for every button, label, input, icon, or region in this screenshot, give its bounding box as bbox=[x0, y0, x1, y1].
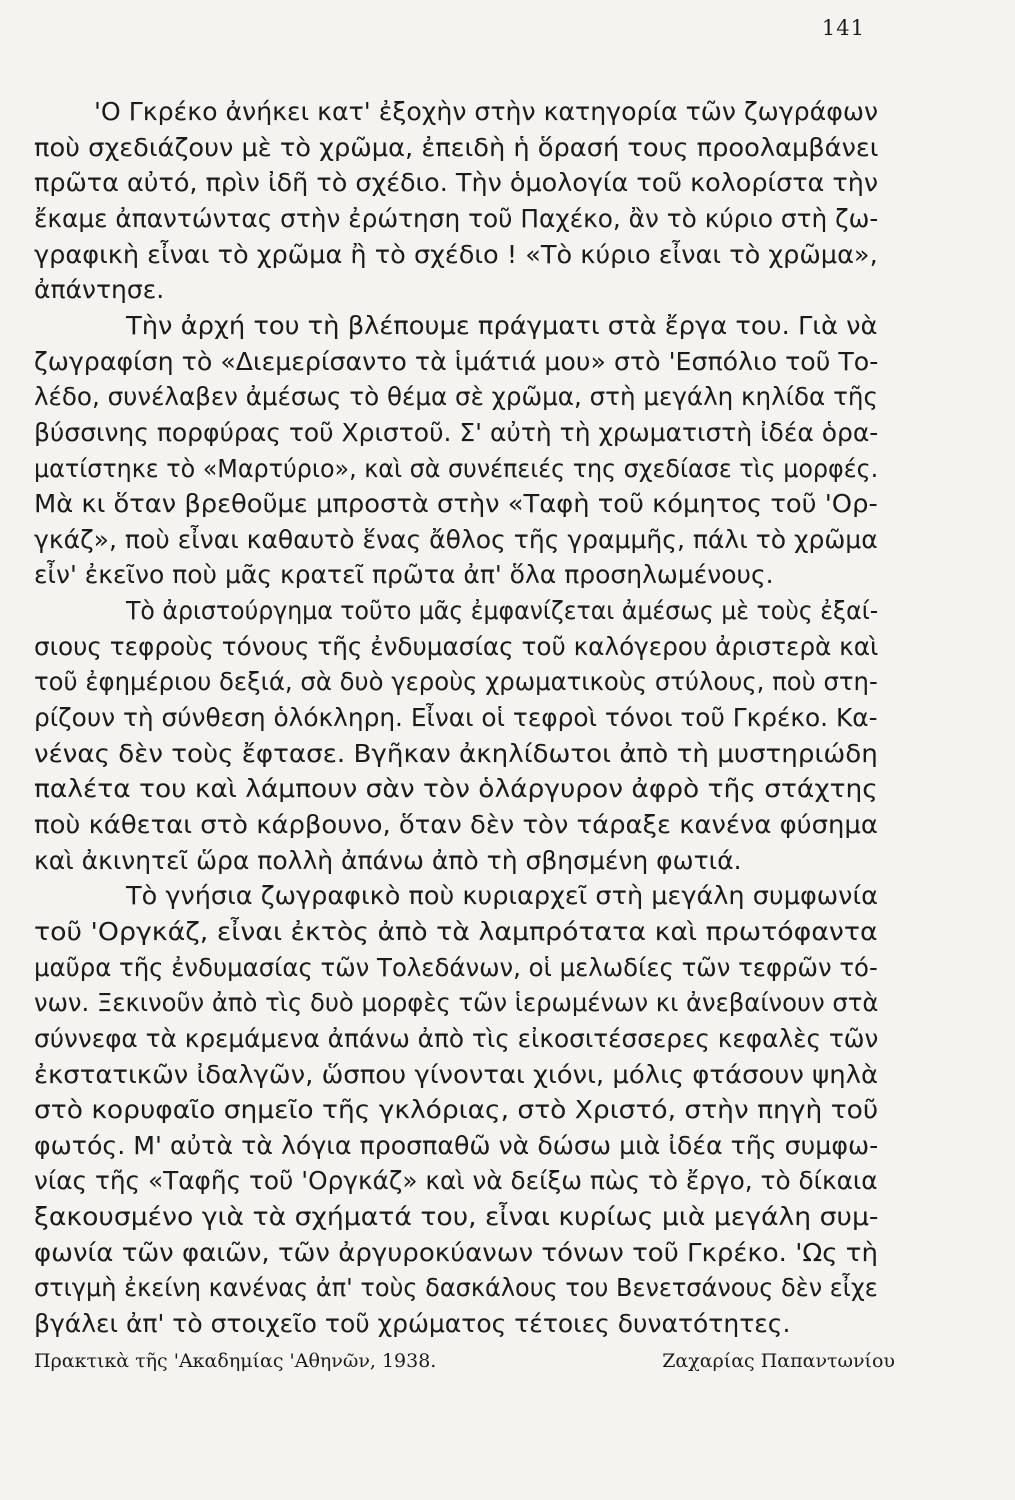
text-line: σιους τεφροὺς τόνους τῆς ἐνδυμασίας τοῦ καλόγερου ἀριστερὰ καὶ bbox=[34, 631, 879, 661]
text-line: παλέτα του καὶ λάμπουν σὰν τὸν ὁλάργυρον ἀφρὸ τῆς στάχτης bbox=[34, 774, 878, 804]
author-name: Ζαχαρίας Παπαντωνίου bbox=[662, 1350, 895, 1372]
text-line: γραφικὴ εἶναι τὸ χρῶμα ἢ τὸ σχέδιο ! «Τὸ κύριο εἶναι τὸ χρῶμα», bbox=[34, 239, 878, 269]
text-line: βύσσινης πορφύρας τοῦ Χριστοῦ. Σ' αὐτὴ τὴ χρωματιστὴ ἰδέα ὁρα- bbox=[34, 417, 879, 447]
text-line: καὶ ἀκινητεῖ ὥρα πολλὴ ἀπάνω ἀπὸ τὴ σβησμένη φωτιά. bbox=[34, 845, 742, 875]
text-line: τοῦ ἐφημέριου δεξιά, σὰ δυὸ γεροὺς χρωματικοὺς στύλους, ποὺ στη- bbox=[34, 667, 878, 697]
text-line: εἶν' ἐκεῖνο ποὺ μᾶς κρατεῖ πρῶτα ἀπ' ὅλα προσηλωμένους. bbox=[34, 560, 774, 590]
text-line: Τὸ ἀριστούργημα τοῦτο μᾶς ἐμφανίζεται ἀμέσως μὲ τοὺς ἐξαί- bbox=[126, 596, 879, 626]
source-citation: Πρακτικὰ τῆς 'Ακαδημίας 'Αθηνῶν, 1938. bbox=[34, 1350, 437, 1372]
text-line: ἐκστατικῶν ἰδαλγῶν, ὥσπου γίνονται χιόνι, μόλις φτάσουν ψηλὰ bbox=[34, 1059, 879, 1089]
text-line: γκάζ», ποὺ εἶναι καθαυτὸ ἕνας ἄθλος τῆς γραμμῆς, πάλι τὸ χρῶμα bbox=[34, 524, 878, 554]
text-line: σύννεφα τὰ κρεμάμενα ἀπάνω ἀπὸ τὶς εἰκοσιτέσσερες κεφαλὲς τῶν bbox=[34, 1023, 879, 1053]
text-line: νίας τῆς «Ταφῆς τοῦ 'Οργκάζ» καὶ νὰ δείξω πὼς τὸ ἔργο, τὸ δίκαια bbox=[34, 1166, 878, 1196]
text-line: πρῶτα αὐτό, πρὶν ἰδῆ τὸ σχέδιο. Τὴν ὁμολογία τοῦ κολορίστα τὴν bbox=[34, 168, 879, 198]
text-line: νένας δὲν τοὺς ἔφτασε. Βγῆκαν ἀκηλίδωτοι ἀπὸ τὴ μυστηριώδη bbox=[34, 738, 878, 768]
text-line: ζωγραφίση τὸ «Διεμερίσαντο τὰ ἱμάτιά μου» στὸ 'Εσπόλιο τοῦ Το- bbox=[34, 346, 879, 376]
text-line: φωτός. Μ' αὐτὰ τὰ λόγια προσπαθῶ νὰ δώσω μιὰ ἰδέα τῆς συμφω- bbox=[34, 1130, 879, 1160]
text-line: βγάλει ἀπ' τὸ στοιχεῖο τοῦ χρώματος τέτοιες δυνατότητες. bbox=[34, 1309, 791, 1338]
text-line: Τὴν ἀρχή του τὴ βλέπουμε πράγματι στὰ ἔργα του. Γιὰ νὰ bbox=[126, 310, 878, 340]
text-line: μαῦρα τῆς ἐνδυμασίας τῶν Τολεδάνων, οἱ μελωδίες τῶν τεφρῶν τό- bbox=[34, 952, 878, 982]
text-line: τοῦ 'Οργκάζ, εἶναι ἐκτὸς ἀπὸ τὰ λαμπρότατα καὶ πρωτόφαντα bbox=[34, 916, 878, 946]
text-line: ἀπάντησε. bbox=[34, 275, 165, 305]
text-line: στιγμὴ ἐκείνη κανένας ἀπ' τοὺς δασκάλους του Βενετσάνους δὲν εἶχε bbox=[34, 1273, 878, 1303]
text-line: στὸ κορυφαῖο σημεῖο τῆς γκλόριας, στὸ Χριστό, στὴν πηγὴ τοῦ bbox=[34, 1095, 879, 1125]
text-line: λέδο, συνέλαβεν ἀμέσως τὸ θέμα σὲ χρῶμα, στὴ μεγάλη κηλίδα τῆς bbox=[34, 382, 878, 412]
page-number: 141 bbox=[821, 16, 865, 40]
text-line: ἔκαμε ἀπαντώντας στὴν ἐρώτηση τοῦ Παχέκο, ἂν τὸ κύριο στὴ ζω- bbox=[34, 203, 879, 233]
text-line: φωνία τῶν φαιῶν, τῶν ἀργυροκύανων τόνων τοῦ Γκρέκο. 'Ως τὴ bbox=[34, 1237, 878, 1267]
text-line: 'Ο Γκρέκο ἀνήκει κατ' ἐξοχὴν στὴν κατηγορία τῶν ζωγράφων bbox=[94, 97, 879, 126]
text-line: ξακουσμένο γιὰ τὰ σχήματά του, εἶναι κυρίως μιὰ μεγάλη συμ- bbox=[34, 1202, 879, 1232]
text-line: Τὸ γνήσια ζωγραφικὸ ποὺ κυριαρχεῖ στὴ μεγάλη συμφωνία bbox=[126, 881, 878, 911]
text-line: ποὺ κάθεται στὸ κάρβουνο, ὅταν δὲν τὸν τάραξε κανένα φύσημα bbox=[34, 809, 878, 839]
text-line: ρίζουν τὴ σύνθεση ὁλόκληρη. Εἶναι οἱ τεφροὶ τόνοι τοῦ Γκρέκο. Κα- bbox=[34, 703, 878, 732]
text-line: ποὺ σχεδιάζουν μὲ τὸ χρῶμα, ἐπειδὴ ἡ ὅρασή τους προολαμβάνει bbox=[34, 132, 879, 162]
text-line: νων. Ξεκινοῦν ἀπὸ τὶς δυὸ μορφὲς τῶν ἱερωμένων κι ἀνεβαίνουν στὰ bbox=[34, 988, 879, 1018]
text-line: Μὰ κι ὅταν βρεθοῦμε μπροστὰ στὴν «Ταφὴ τοῦ κόμητος τοῦ 'Ορ- bbox=[34, 489, 878, 519]
text-line: ματίστηκε τὸ «Μαρτύριο», καὶ σὰ συνέπειές της σχεδίασε τὶς μορφές. bbox=[34, 453, 879, 483]
